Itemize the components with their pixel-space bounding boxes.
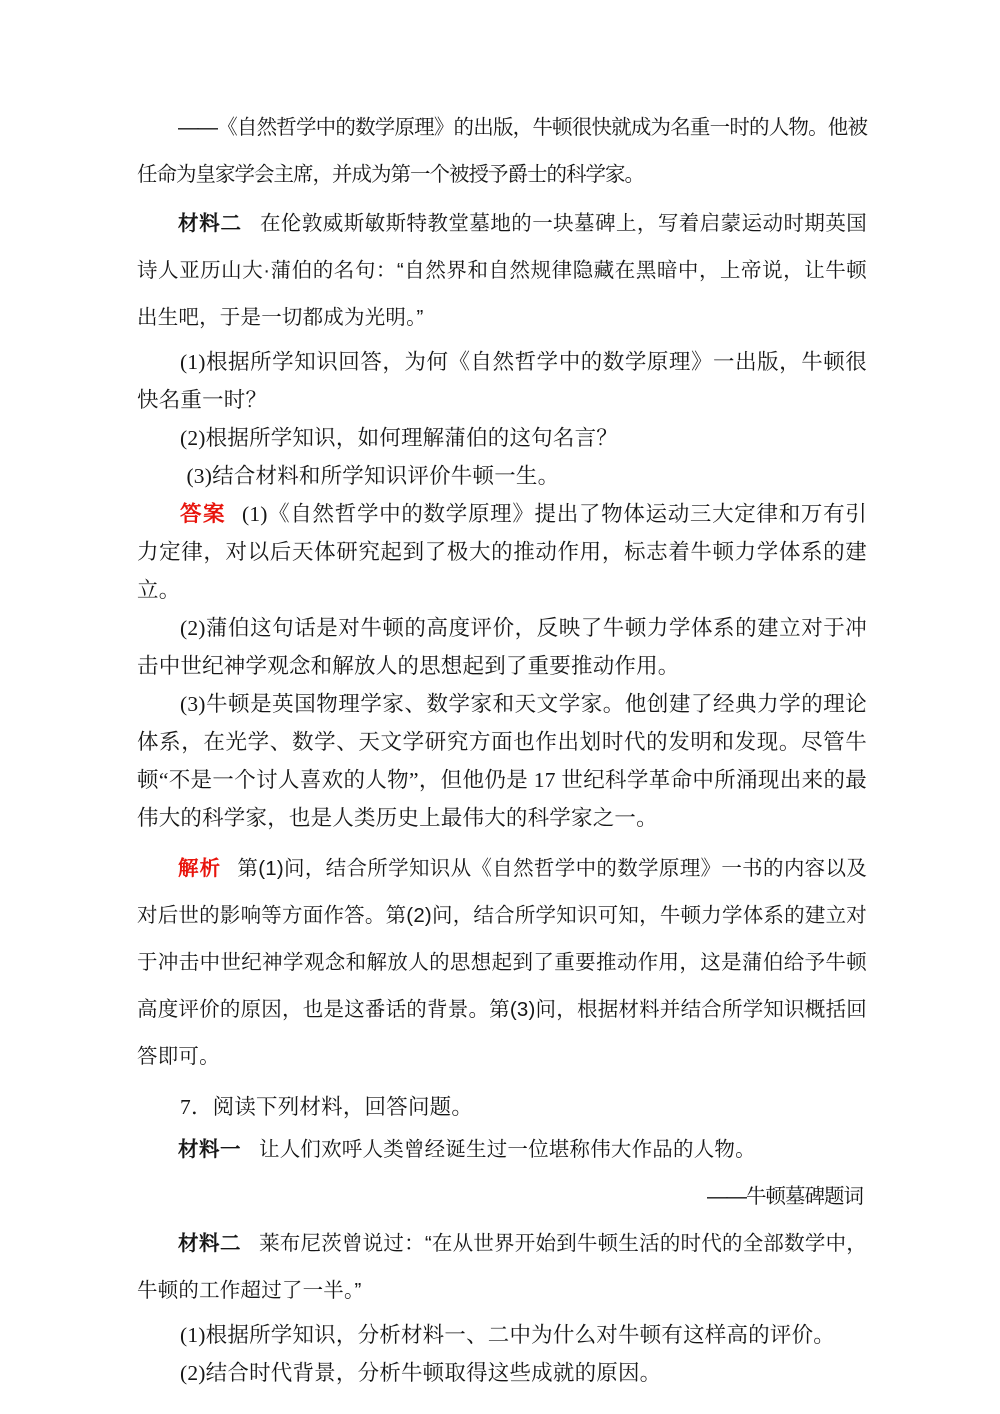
question-seven-heading: 7．阅读下列材料，回答问题。 [180,1095,474,1119]
material-one-paragraph [137,1126,867,1173]
material-two-label: 材料二 [178,1232,242,1255]
material-two-top-paragraph [137,200,867,341]
top-question-1: (1)根据所学知识回答，为何《自然哲学中的数学原理》一出版，牛顿很快名重一时？ [137,350,867,412]
material-one-label: 材料一 [178,1138,241,1161]
material-two-top-text: 在伦敦威斯敏斯特教堂墓地的一块墓碑上，写着启蒙运动时期英国诗人亚历山大·蒲伯的名句：“自然界和自然规律隐藏在黑暗中，上帝说，让牛顿出生吧，于是一切都成为光明。” [137,212,867,329]
top-question-2: (2)根据所学知识，如何理解蒲伯的这句名言？ [180,426,618,450]
page-content-column [137,104,867,1392]
spacer [137,837,867,845]
question-seven-sub-2: (2)结合时代背景，分析牛顿取得这些成就的原因。 [180,1361,662,1385]
material-two-paragraph [137,1220,867,1314]
answer-item-3: (3)牛顿是英国物理学家、数学家和天文学家。他创建了经典力学的理论体系，在光学、数学、天文学研究方面也作出划时代的发明和发现。尽管牛顿“不是一个讨人喜欢的人物”，但他仍是 17 世纪科学革命中所涌现出来的最伟大的科学家，也是人类历史上最伟大的科学家之一。 [137,692,867,830]
material-two-text: 莱布尼茨曾说过：“在从世界开始到牛顿生活的时代的全部数学中，牛顿的工作超过了一半。” [137,1232,867,1302]
analysis-text: 第(1)问，结合所学知识从《自然哲学中的数学原理》一书的内容以及对后世的影响等方面作答。第(2)问，结合所学知识可知，牛顿力学体系的建立对于冲击中世纪神学观念和解放人的思想起到了重要推动作用，这是蒲伯给予牛顿高度评价的原因，也是这番话的背景。第(3)问，根据材料并结合所学知识概括回答即可。 [137,857,868,1068]
spacer [137,1080,867,1088]
answer-item-1-text: (1)《自然哲学中的数学原理》提出了物体运动三大定律和万有引力定律，对以后天体研究起到了极大的推动作用，标志着牛顿力学体系的建立。 [137,502,867,602]
answer-item-1 [137,495,867,609]
analysis-paragraph [137,845,867,1080]
answer-item-2: (2)蒲伯这句话是对牛顿的高度评价，反映了牛顿力学体系的建立对于冲击中世纪神学观念和解放人的思想起到了重要推动作用。 [137,616,867,678]
material-one-text: 让人们欢呼人类曾经诞生过一位堪称伟大作品的人物。 [259,1138,756,1161]
material-one-attribution: ——牛顿墓碑题词 [707,1185,863,1208]
question-seven-sub-1: (1)根据所学知识，分析材料一、二中为什么对牛顿有这样高的评价。 [180,1323,835,1347]
source-quote-paragraph: ——《自然哲学中的数学原理》的出版，牛顿很快就成为名重一时的人物。他被任命为皇家学会主席，并成为第一个被授予爵士的科学家。 [137,116,867,186]
top-question-3: (3)结合材料和所学知识评价牛顿一生。 [186,464,560,488]
material-two-top-label: 材料二 [178,212,242,235]
analysis-tag: 解析 [178,857,222,880]
answer-tag: 答案 [180,502,226,526]
